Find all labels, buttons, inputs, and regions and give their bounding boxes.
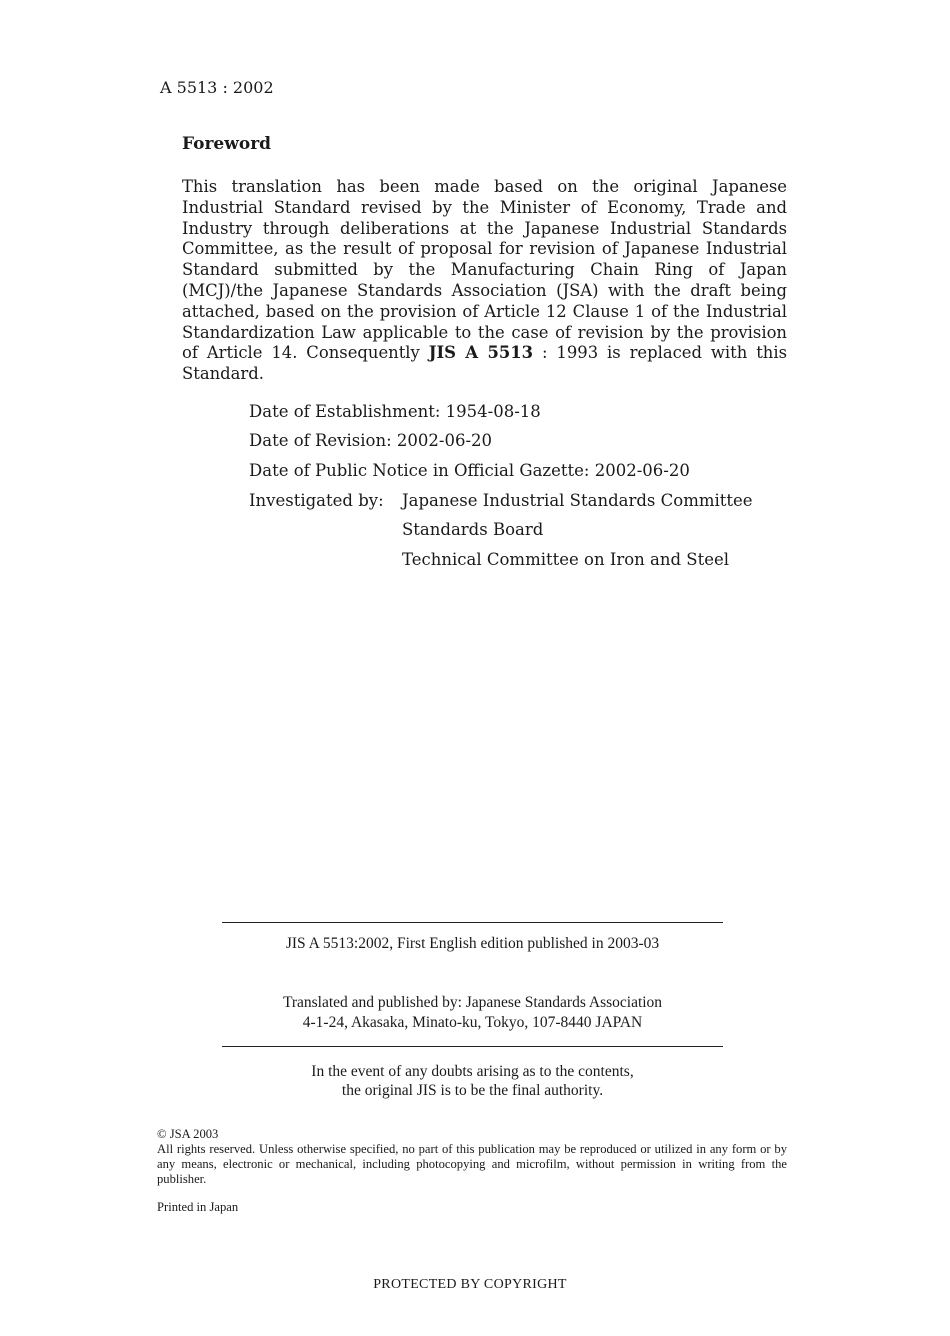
investigated-by-board: Standards Board	[402, 520, 544, 539]
foreword-text-end: : 1993 is replaced with this Standard.	[182, 343, 787, 384]
date-of-establishment: Date of Establishment: 1954-08-18	[249, 402, 541, 421]
divider-bottom	[222, 1046, 723, 1047]
foreword-body	[182, 177, 787, 385]
date-of-public-notice: Date of Public Notice in Official Gazette: 2002-06-20	[249, 461, 690, 480]
standard-number: A 5513 : 2002	[160, 78, 274, 97]
investigated-label: Investigated by:	[249, 491, 384, 510]
authority-note-line1: In the event of any doubts arising as to the contents,	[311, 1063, 634, 1080]
rights-notice: All rights reserved. Unless otherwise specified, no part of this publication may be reproduced or utilized in any form or by any means, electronic or mechanical, including photocopying and microfilm, without permission in writing from the publisher.	[157, 1142, 787, 1186]
investigated-by-committee: Japanese Industrial Standards Committee	[402, 491, 753, 510]
foreword-heading: Foreword	[182, 134, 272, 154]
printed-in: Printed in Japan	[157, 1200, 239, 1214]
authority-note-line2: the original JIS is to be the final authority.	[341, 1082, 604, 1099]
translated-by-line: Translated and published by: Japanese Standards Association	[282, 994, 663, 1011]
foreword-text: This translation has been made based on the original Japanese Industrial Standard revised by the Minister of Economy, Trade and Industry through deliberations at the Japanese Industrial Standards Committee, as the result of proposal for revision of Japanese Industrial Standard submitted by the Manufacturing Chain Ring of Japan (MCJ)/the Japanese Standards Association (JSA) with the draft being attached, based on the provision of Article 12 Clause 1 of the Industrial Standardization Law applicable to the case of revision by the provision of Article 14. Consequently	[182, 177, 787, 363]
protected-by-copyright-footer: PROTECTED BY COPYRIGHT	[373, 1277, 567, 1292]
date-of-revision: Date of Revision: 2002-06-20	[249, 431, 493, 450]
edition-line: JIS A 5513:2002, First English edition published in 2003-03	[285, 935, 660, 952]
copyright-notice: © JSA 2003	[157, 1127, 219, 1141]
address-line: 4-1-24, Akasaka, Minato-ku, Tokyo, 107-8440 JAPAN	[302, 1014, 643, 1031]
foreword-standard-ref: JIS A 5513	[428, 343, 534, 363]
investigated-by-technical-committee: Technical Committee on Iron and Steel	[402, 550, 730, 569]
divider-top	[222, 922, 723, 923]
